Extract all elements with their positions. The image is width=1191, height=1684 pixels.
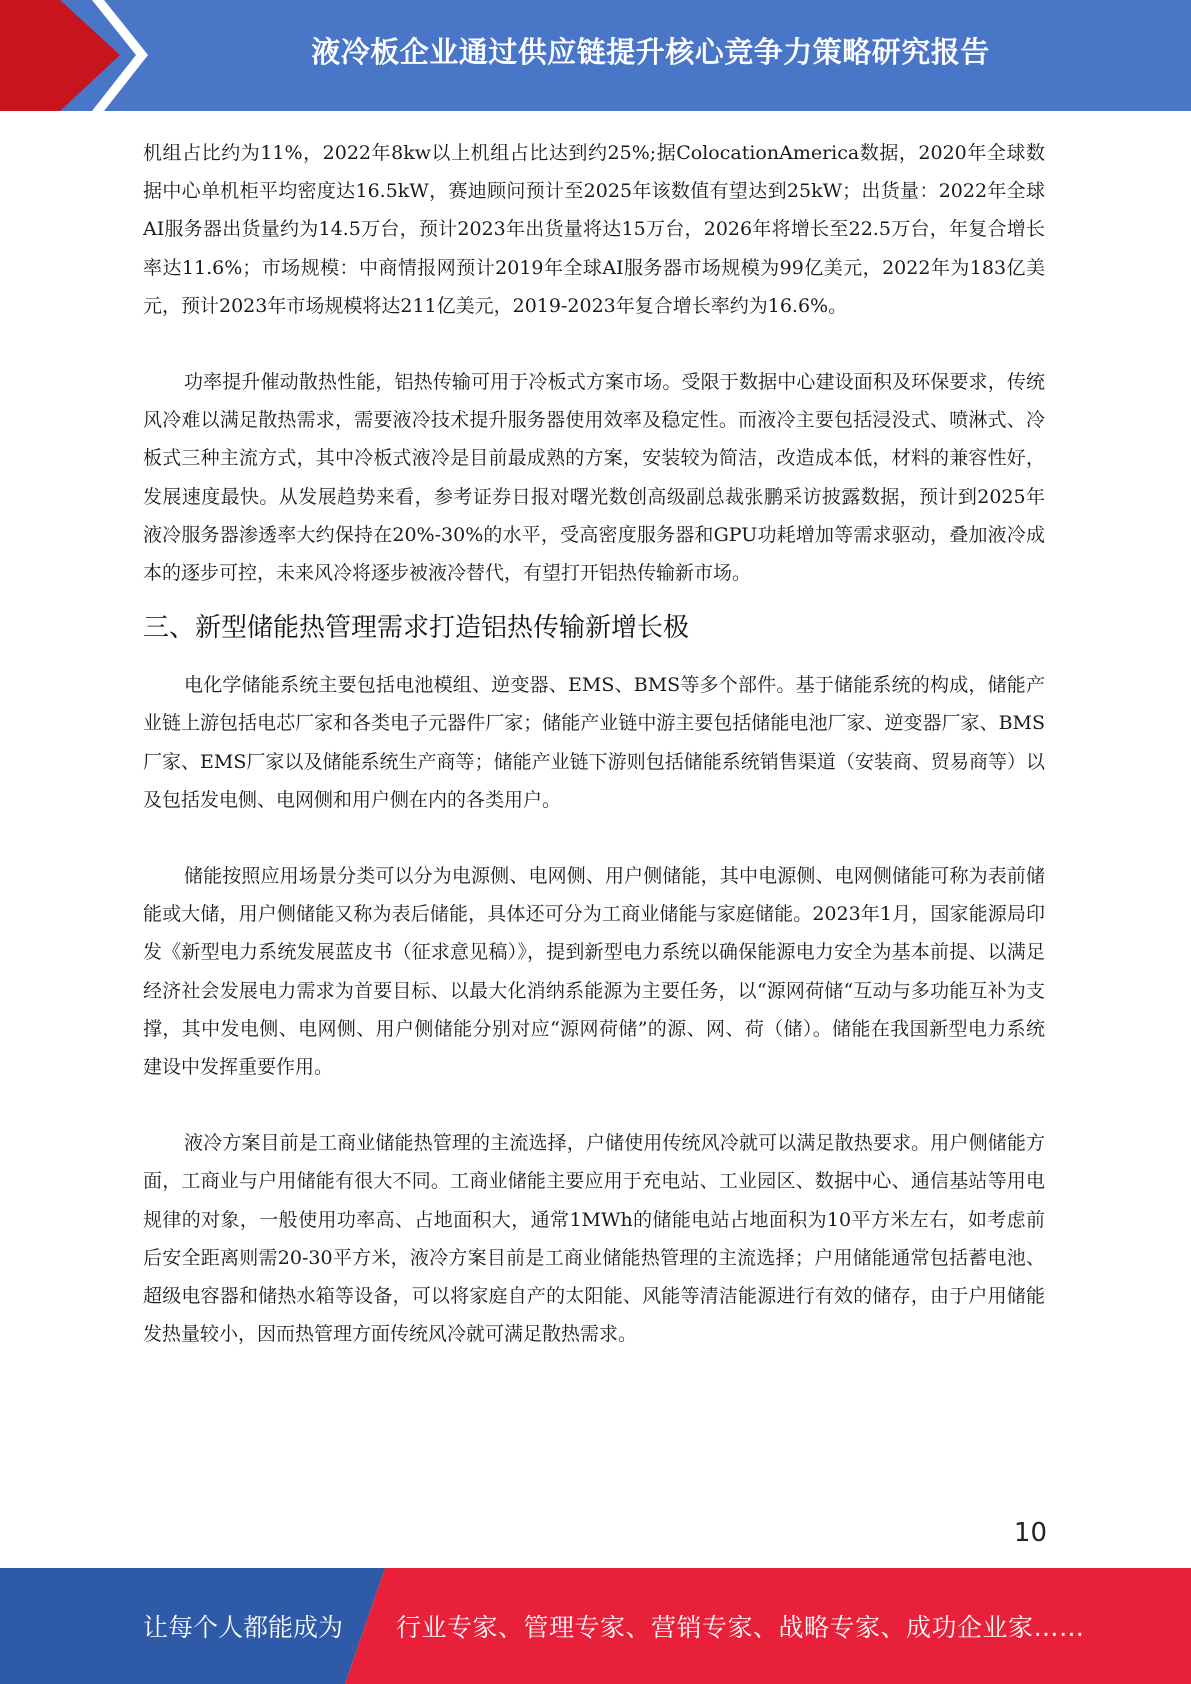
body-paragraph-3: 电化学储能系统主要包括电池模组、逆变器、EMS、BMS等多个部件。基于储能系统的构成，储能产业链上游包括电芯厂家和各类电子元器件厂家；储能产业链中游主要包括储能电池厂家、逆变器厂家、BMS厂家、EMS厂家以及储能系统生产商等；储能产业链下游则包括储能系统销售渠道（安装商、贸易商等）以及包括发电侧、电网侧和用户侧在内的各类用户。 [143, 674, 1045, 811]
header-red-chevron [0, 0, 120, 111]
page-header [0, 0, 1191, 111]
report-title: 液冷板企业通过供应链提升核心竞争力策略研究报告 [311, 34, 990, 69]
footer-slogan-right: 行业专家、管理专家、营销专家、战略专家、成功企业家…… [396, 1613, 1085, 1642]
footer-slogan-left: 让每个人都能成为 [143, 1613, 344, 1642]
page-number: 10 [1013, 1518, 1047, 1548]
section-heading: 三、新型储能热管理需求打造铝热传输新增长极 [143, 613, 690, 644]
body-paragraph-1: 机组占比约为11%，2022年8kw以上机组占比达到约25%;据ColocationAmerica数据，2020年全球数据中心单机柜平均密度达16.5kW，赛迪顾问预计至2025年该数值有望达到25kW；出货量：2022年全球AI服务器出货量约为14.5万台，预计2023年出货量将达15万台，2026年将增长至22.5万台，年复合增长率达11.6%；市场规模：中商情报网预计2019年全球AI服务器市场规模为99亿美元，2022年为183亿美元，预计2023年市场规模将达211亿美元，2019-2023年复合增长率约为16.6%。 [143, 142, 1045, 317]
page-footer [0, 1568, 1191, 1684]
page-body [143, 134, 1045, 1353]
body-paragraph-4: 储能按照应用场景分类可以分为电源侧、电网侧、用户侧储能，其中电源侧、电网侧储能可称为表前储能或大储，用户侧储能又称为表后储能，具体还可分为工商业储能与家庭储能。2023年1月，国家能源局印发《新型电力系统发展蓝皮书（征求意见稿）》，提到新型电力系统以确保能源电力安全为基本前提、以满足经济社会发展电力需求为首要目标、以最大化消纳系能源为主要任务，以“源网荷储“互动与多功能互补为支撑，其中发电侧、电网侧、用户侧储能分别对应“源网荷储”的源、网、荷（储）。储能在我国新型电力系统建设中发挥重要作用。 [143, 865, 1045, 1079]
body-paragraph-2: 功率提升催动散热性能，铝热传输可用于冷板式方案市场。受限于数据中心建设面积及环保要求，传统风冷难以满足散热需求，需要液冷技术提升服务器使用效率及稳定性。而液冷主要包括浸没式、喷淋式、冷板式三种主流方式，其中冷板式液冷是目前最成熟的方案，安装较为简洁，改造成本低，材料的兼容性好，发展速度最快。从发展趋势来看，参考证券日报对曙光数创高级副总裁张鹏采访披露数据，预计到2025年液冷服务器渗透率大约保持在20%-30%的水平，受高密度服务器和GPU功耗增加等需求驱动，叠加液冷成本的逐步可控，未来风冷将逐步被液冷替代，有望打开铝热传输新市场。 [143, 371, 1045, 585]
body-paragraph-5: 液冷方案目前是工商业储能热管理的主流选择，户储使用传统风冷就可以满足散热要求。用户侧储能方面，工商业与户用储能有很大不同。工商业储能主要应用于充电站、工业园区、数据中心、通信基站等用电规律的对象，一般使用功率高、占地面积大，通常1MWh的储能电站占地面积为10平方米左右，如考虑前后安全距离则需20-30平方米，液冷方案目前是工商业储能热管理的主流选择；户用储能通常包括蓄电池、超级电容器和储热水箱等设备，可以将家庭自产的太阳能、风能等清洁能源进行有效的储存，由于户用储能发热量较小，因而热管理方面传统风冷就可满足散热需求。 [143, 1132, 1045, 1346]
